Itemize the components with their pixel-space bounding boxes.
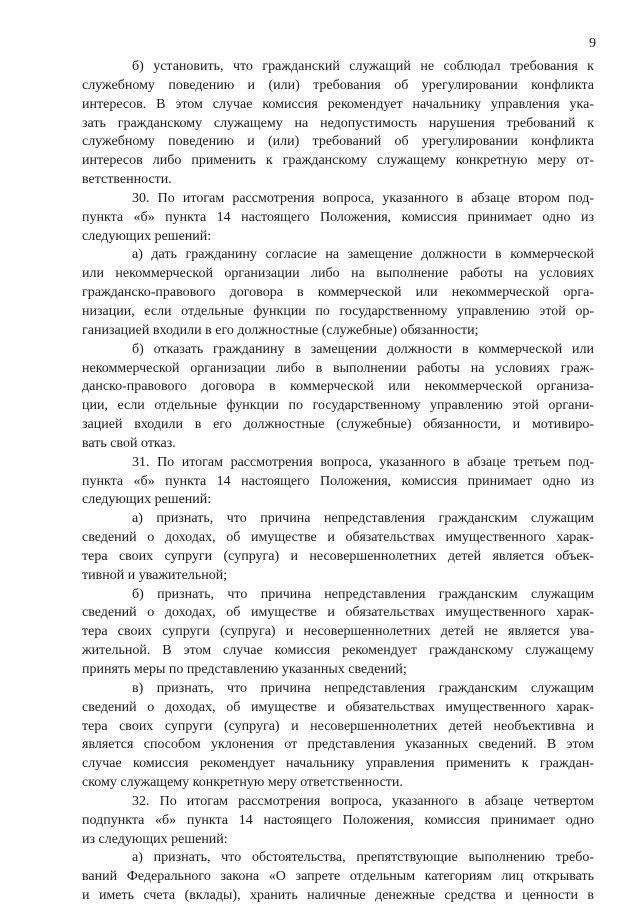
paragraph: [82, 849, 594, 906]
text-line: подпункта «б» пункта 14 настоящего Положения, комиссия принимает одно: [82, 812, 594, 828]
text-line: б) установить, что гражданский служащий не соблюдал требования к: [132, 59, 594, 74]
text-line: ганизацией входили в его должностные (служебные) обязанности;: [82, 322, 479, 338]
text-line: тивной и уважительной;: [82, 567, 228, 583]
text-line: ваний Федерального закона «О запрете отдельным категориям лиц открывать: [82, 869, 594, 885]
page-number: 9: [589, 36, 596, 51]
text-line: зацией входили в его должностные (служебные) обязанности, и мотивиро-: [82, 417, 594, 433]
text-line: ции, если отдельные функции по государственному управлению этой органи-: [82, 398, 594, 414]
text-line: 31. По итогам рассмотрения вопроса, указанного в абзаце третьем под-: [132, 454, 594, 470]
paragraph: [82, 246, 594, 340]
text-line: низации, если отдельные функции по государственному управлению этой ор-: [82, 303, 594, 319]
text-line: ветственности.: [82, 172, 172, 188]
text-line: тера своих супруги (супруга) и несовершеннолетних детей необъективна и: [82, 718, 594, 734]
text-line: б) признать, что причина непредставления гражданским служащим: [132, 586, 594, 602]
text-line: и иметь счета (вклады), хранить наличные денежные средства и ценности в: [82, 888, 594, 904]
text-line: следующих решений:: [82, 492, 212, 508]
text-line: пункта «б» пункта 14 настоящего Положения, комиссия принимает одно из: [82, 473, 594, 489]
text-line: тера своих супруги (супруга) и несовершеннолетних детей не является ува-: [82, 624, 594, 640]
text-line: тера своих супруги (супруга) и несовершеннолетних детей является объек-: [82, 548, 594, 564]
text-line: интересов. В этом случае комиссия рекомендует начальнику управления ука-: [82, 96, 594, 112]
paragraph: [82, 793, 594, 850]
text-line: принять меры по представлению указанных сведений;: [82, 662, 407, 677]
document-body: [82, 58, 594, 906]
text-line: а) признать, что причина непредставления гражданским служащим: [132, 511, 594, 527]
text-line: сведений о доходах, об имуществе и обязательствах имущественного харак-: [82, 605, 594, 621]
text-line: из следующих решений:: [82, 831, 228, 847]
paragraph: [82, 680, 594, 793]
text-line: вать свой отказ.: [82, 435, 176, 451]
text-line: б) отказать гражданину в замещении должности в коммерческой или: [132, 341, 594, 357]
paragraph: [82, 190, 594, 247]
text-line: зать гражданскому служащему на недопустимость нарушения требований к: [82, 115, 594, 131]
text-line: а) дать гражданину согласие на замещение должности в коммерческой: [132, 247, 594, 263]
text-line: сведений о доходах, об имуществе и обязательствах имущественного харак-: [82, 530, 594, 546]
text-line: следующих решений:: [82, 228, 212, 244]
text-line: скому служащему конкретную меру ответственности.: [82, 775, 403, 791]
text-line: некоммерческой организации либо в выполнении работы на условиях граж-: [82, 360, 594, 376]
text-line: гражданско-правового договора в коммерческой или некоммерческой орга-: [82, 285, 594, 301]
text-line: пункта «б» пункта 14 настоящего Положения, комиссия принимает одно из: [82, 209, 594, 225]
text-line: данско-правового договора в коммерческой или некоммерческой организа-: [82, 379, 594, 395]
text-line: 30. По итогам рассмотрения вопроса, указанного в абзаце втором под-: [132, 190, 594, 206]
text-line: или некоммерческой организации либо на выполнение работы на условиях: [82, 266, 594, 282]
text-line: служебному поведению и (или) требования об урегулировании конфликта: [82, 77, 594, 93]
paragraph: [82, 341, 594, 454]
paragraph: [82, 586, 594, 680]
text-line: 32. По итогам рассмотрения вопроса, указанного в абзаце четвертом: [132, 793, 594, 809]
text-line: в) признать, что причина непредставления гражданским служащим: [132, 680, 594, 696]
text-line: сведений о доходах, об имуществе и обязательствах имущественного харак-: [82, 699, 594, 715]
paragraph: [82, 510, 594, 585]
text-line: а) признать, что обстоятельства, препятствующие выполнению требо-: [132, 850, 594, 866]
paragraph: [82, 58, 594, 190]
text-line: случае комиссия рекомендует начальнику управления применить к граждан-: [82, 756, 594, 772]
text-line: жительной. В этом случае комиссия рекомендует гражданскому служащему: [82, 643, 594, 659]
text-line: является способом уклонения от представления указанных сведений. В этом: [82, 737, 594, 753]
text-line: интересов либо применить к гражданскому служащему конкретную меру от-: [82, 153, 594, 169]
text-line: служебному поведению и (или) требований об урегулировании конфликта: [82, 134, 594, 150]
paragraph: [82, 454, 594, 511]
